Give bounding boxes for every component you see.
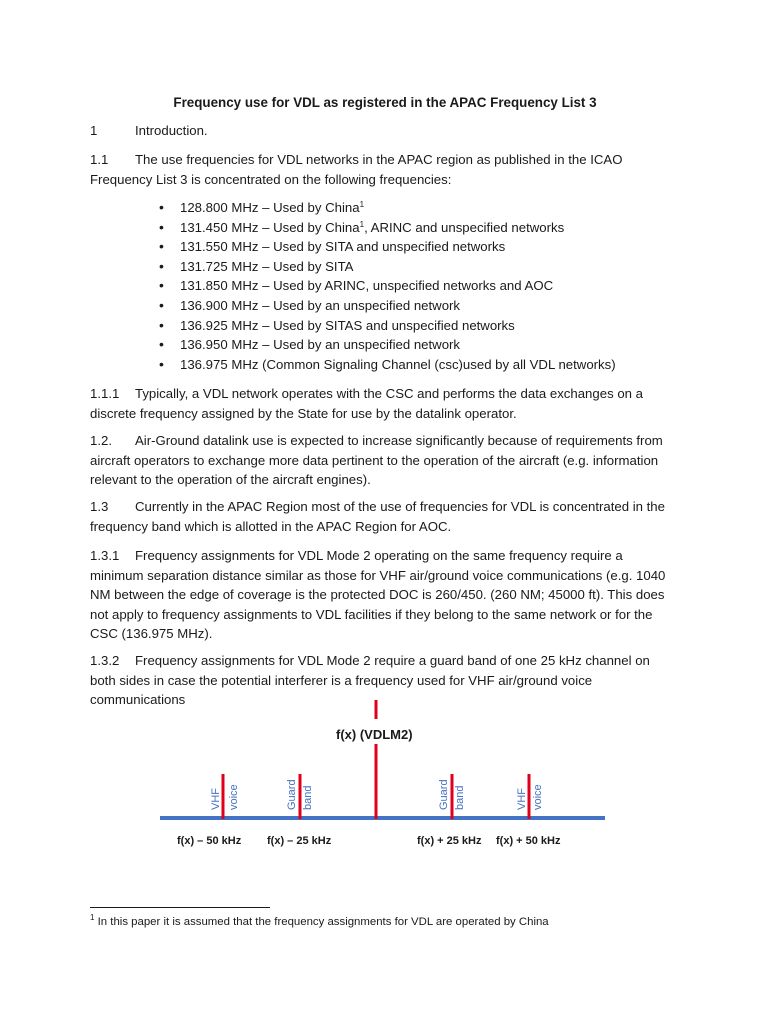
- section-text: Currently in the APAC Region most of the use of frequencies for VDL is concentrated in the frequency band which is allotted in the APAC Region for AOC.: [90, 499, 665, 534]
- section-1-1: [90, 150, 668, 189]
- document-title: Frequency use for VDL as registered in the APAC Frequency List 3: [173, 95, 597, 110]
- bullet: •: [159, 238, 164, 255]
- section-number: 1.3.1: [90, 548, 120, 563]
- section-text: The use frequencies for VDL networks in the APAC region as published in the ICAO Frequency List 3 is concentrated on the following frequencies:: [90, 152, 623, 187]
- vhf-left-label-1: VHF: [210, 788, 222, 810]
- axis-label-plus-50: f(x) + 50 kHz: [496, 835, 561, 847]
- footnote-ref: 1: [359, 219, 365, 229]
- list-item: • 131.725 MHz – Used by SITA: [90, 257, 616, 277]
- footnote-separator: [90, 907, 270, 908]
- footnote-ref: 1: [359, 200, 365, 209]
- guard-band-svg: [160, 698, 610, 858]
- bullet: •: [159, 218, 164, 235]
- section-1-3: [90, 497, 668, 536]
- axis-label-minus-50: f(x) – 50 kHz: [177, 835, 242, 847]
- guard-left-label-2: band: [302, 785, 314, 810]
- section-1-1-1: [90, 384, 668, 423]
- section-number: 1.2.: [90, 433, 112, 448]
- axis-label-minus-25: f(x) – 25 kHz: [267, 835, 332, 847]
- vhf-right-label-2: voice: [532, 784, 544, 810]
- list-item: • 131.550 MHz – Used by SITA and unspecified networks: [90, 237, 616, 257]
- vhf-left-label-2: voice: [228, 784, 240, 810]
- bullet: •: [159, 316, 164, 333]
- bullet: •: [159, 199, 164, 215]
- section-text: Frequency assignments for VDL Mode 2 operating on the same frequency require a minimum separation distance similar as those for VHF air/ground voice communications (e.g. 1040 NM between the edge of coverage is the protected DOC is 260/450. (260 NM; 45000 ft). This does not apply to frequency assignments to VDL facilities if they belong to the same network or for the CSC (136.975 MHz).: [90, 548, 666, 641]
- section-text: Frequency assignments for VDL Mode 2 require a guard band of one 25 kHz channel on both sides in case the potential interferer is a frequency used for VHF air/ground voice communications: [90, 653, 650, 707]
- bullet: •: [159, 355, 164, 372]
- bullet: •: [159, 296, 164, 313]
- section-text: Typically, a VDL network operates with the CSC and performs the data exchanges on a discrete frequency assigned by the State for use by the datalink operator.: [90, 386, 643, 421]
- bullet: •: [159, 257, 164, 274]
- section-number: 1.1.1: [90, 386, 120, 401]
- footnote-text: In this paper it is assumed that the frequency assignments for VDL are operated by China: [97, 916, 549, 928]
- list-item: • 128.800 MHz – Used by China$^1$: [90, 198, 616, 218]
- axis-label-plus-25: f(x) + 25 kHz: [417, 835, 482, 847]
- footnote: [90, 914, 549, 930]
- bullet: •: [159, 277, 164, 294]
- guard-right-label-2: band: [454, 785, 466, 810]
- list-item: • 131.450 MHz – Used by China$^1$, ARINC and unspecified networks: [90, 218, 616, 238]
- vhf-right-label-1: VHF: [516, 788, 528, 810]
- section-1-heading: [90, 121, 668, 141]
- list-item: • 136.900 MHz – Used by an unspecified network: [90, 296, 616, 316]
- bullet: •: [159, 336, 164, 353]
- list-item: • 131.850 MHz – Used by ARINC, unspecified networks and AOC: [90, 276, 616, 296]
- guard-band-diagram: [160, 698, 610, 858]
- frequency-list: [90, 198, 616, 374]
- list-item: • 136.975 MHz (Common Signaling Channel (csc)used by all VDL networks): [90, 355, 616, 375]
- section-text: Introduction.: [135, 123, 208, 138]
- list-item: • 136.925 MHz – Used by SITAS and unspecified networks: [90, 316, 616, 336]
- section-number: 1.3: [90, 499, 109, 514]
- list-item: • 136.950 MHz – Used by an unspecified network: [90, 335, 616, 355]
- section-number: 1.1: [90, 152, 109, 167]
- center-label: f(x) (VDLM2): [336, 727, 413, 742]
- section-1-2: [90, 431, 668, 490]
- section-number: 1: [90, 123, 98, 138]
- section-1-3-1: [90, 546, 668, 644]
- section-text: Air-Ground datalink use is expected to increase significantly because of requirements from aircraft operators to exchange more data pertinent to the operation of the aircraft (e.g. information relevant to the operation of the aircraft engines).: [90, 433, 663, 487]
- guard-left-label-1: Guard: [286, 779, 298, 810]
- section-number: 1.3.2: [90, 653, 120, 668]
- footnote-marker: 1: [90, 913, 95, 922]
- guard-right-label-1: Guard: [438, 779, 450, 810]
